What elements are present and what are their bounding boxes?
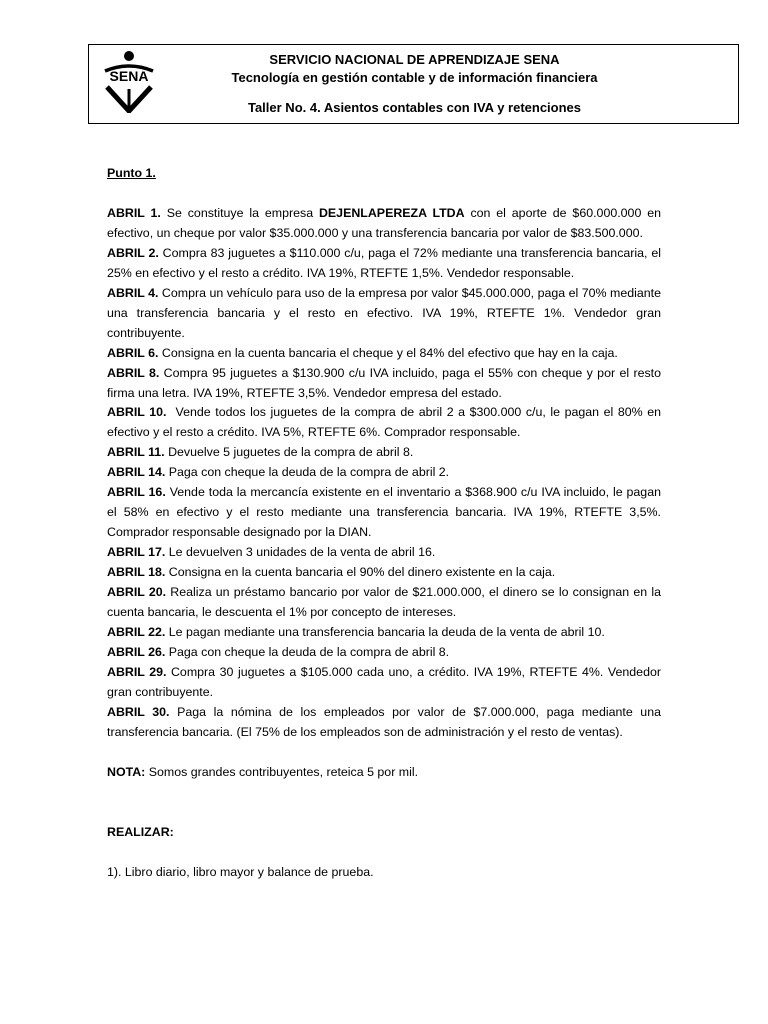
note: [107, 763, 661, 783]
entry-text: Paga la nómina de los empleados por valor de $7.000.000, paga mediante una transferencia bancaria. (El 75% de los empleados son de administración y el resto de ventas).: [107, 704, 661, 739]
document-header: [88, 44, 739, 124]
entry-date: ABRIL 22.: [107, 624, 166, 639]
entry-abril-26: [107, 643, 661, 663]
entry-abril-29: [107, 663, 661, 703]
entry-date: ABRIL 18.: [107, 565, 166, 580]
entry-text: Compra 95 juguetes a $130.900 c/u IVA incluido, paga el 55% con cheque y por el resto firma una letra. IVA 19%, RTEFTE 3,5%. Vendedor empresa del estado.: [107, 365, 661, 400]
entry-date: ABRIL 8.: [107, 365, 160, 380]
entry-date: ABRIL 10.: [107, 405, 167, 420]
entry-abril-6: [107, 344, 661, 364]
entry-text: Paga con cheque la deuda de la compra de abril 2.: [165, 465, 450, 480]
entry-text: Vende toda la mercancía existente en el inventario a $368.900 c/u IVA incluido, le pagan el 58% en efectivo y el resto mediante una transferencia bancaria. IVA 19%, RTEFTE 3,5%. Comprador responsable designado por la DIAN.: [107, 485, 661, 540]
note-label: NOTA:: [107, 764, 146, 779]
logo-text: SENA: [109, 68, 149, 84]
entry-date: ABRIL 29.: [107, 664, 167, 679]
entry-date: ABRIL 16.: [107, 485, 166, 500]
entry-date: ABRIL 17.: [107, 545, 166, 560]
entry-date: ABRIL 20.: [107, 585, 167, 600]
note-text: Somos grandes contribuyentes, reteica 5 por mil.: [145, 764, 419, 779]
entry-text: Compra 83 juguetes a $110.000 c/u, paga el 72% mediante una transferencia bancaria, el 25% en efectivo y el resto a crédito. IVA 19%, RTEFTE 1,5%. Vendedor responsable.: [107, 245, 661, 280]
entry-text: con el aporte de $60.000.000 en efectivo, un cheque por valor $35.000.000 y una transferencia bancaria por valor de $83.500.000.: [107, 205, 661, 240]
entry-abril-14: [107, 463, 661, 483]
entry-text: Paga con cheque la deuda de la compra de abril 8.: [165, 644, 450, 659]
entry-text: Se constituye la empresa: [160, 205, 319, 220]
header-workshop-title: Taller No. 4. Asientos contables con IVA y retenciones: [247, 100, 582, 115]
header-institution: SERVICIO NACIONAL DE APRENDIZAJE SENA: [269, 52, 560, 67]
entry-abril-10: [107, 403, 665, 443]
entry-abril-17: [107, 543, 661, 563]
entry-text: Consigna en la cuenta bancaria el cheque y el 84% del efectivo que hay en la caja.: [158, 345, 618, 360]
entry-text: Compra un vehículo para uso de la empresa por valor $45.000.000, paga el 70% mediante una transferencia bancaria y el resto en efectivo. IVA 19%, RTEFTE 1%. Vendedor gran contribuyente.: [107, 285, 661, 340]
entry-abril-16: [107, 483, 661, 543]
entry-abril-4: [107, 284, 661, 344]
entry-abril-2: [107, 244, 661, 284]
task-item: 1). Libro diario, libro mayor y balance de prueba.: [107, 864, 374, 879]
entry-abril-8: [107, 364, 661, 404]
entry-text: Consigna en la cuenta bancaria el 90% del dinero existente en la caja.: [165, 565, 556, 580]
company-name: DEJENLAPEREZA LTDA: [318, 205, 465, 220]
entry-date: ABRIL 30.: [107, 704, 170, 719]
section-title: Punto 1.: [107, 166, 156, 180]
entry-date: ABRIL 6.: [107, 345, 159, 360]
entry-text: Vende todos los juguetes de la compra de abril 2 a $300.000 c/u, le pagan el 80% en efectivo y el resto a crédito. IVA 5%, RTEFTE 6%. Comprador responsable.: [107, 405, 665, 440]
entry-text: Le devuelven 3 unidades de la venta de abril 16.: [165, 545, 436, 560]
entry-text: Le pagan mediante una transferencia bancaria la deuda de la venta de abril 10.: [165, 624, 605, 639]
entry-date: ABRIL 1.: [107, 205, 161, 220]
entry-abril-11: [107, 443, 661, 463]
entry-date: ABRIL 4.: [107, 285, 159, 300]
entry-text: Realiza un préstamo bancario por valor de $21.000.000, el dinero se lo consignan en la cuenta bancaria, le descuenta el 1% por concepto de intereses.: [107, 585, 661, 620]
entry-date: ABRIL 26.: [107, 644, 166, 659]
header-program: Tecnología en gestión contable y de información financiera: [231, 70, 598, 85]
entry-abril-1: [107, 204, 661, 244]
entry-text: Compra 30 juguetes a $105.000 cada uno, a crédito. IVA 19%, RTEFTE 4%. Vendedor gran contribuyente.: [107, 664, 661, 699]
document-body: [107, 164, 665, 883]
entry-abril-18: [107, 563, 661, 583]
entry-date: ABRIL 11.: [107, 445, 165, 460]
entry-abril-30: [107, 703, 661, 743]
entry-abril-22: [107, 623, 661, 643]
entry-text: Devuelve 5 juguetes de la compra de abril 8.: [164, 445, 414, 460]
entry-date: ABRIL 14.: [107, 465, 166, 480]
entry-abril-20: [107, 583, 661, 623]
realizar-heading: REALIZAR:: [107, 824, 174, 839]
entry-date: ABRIL 2.: [107, 245, 159, 260]
